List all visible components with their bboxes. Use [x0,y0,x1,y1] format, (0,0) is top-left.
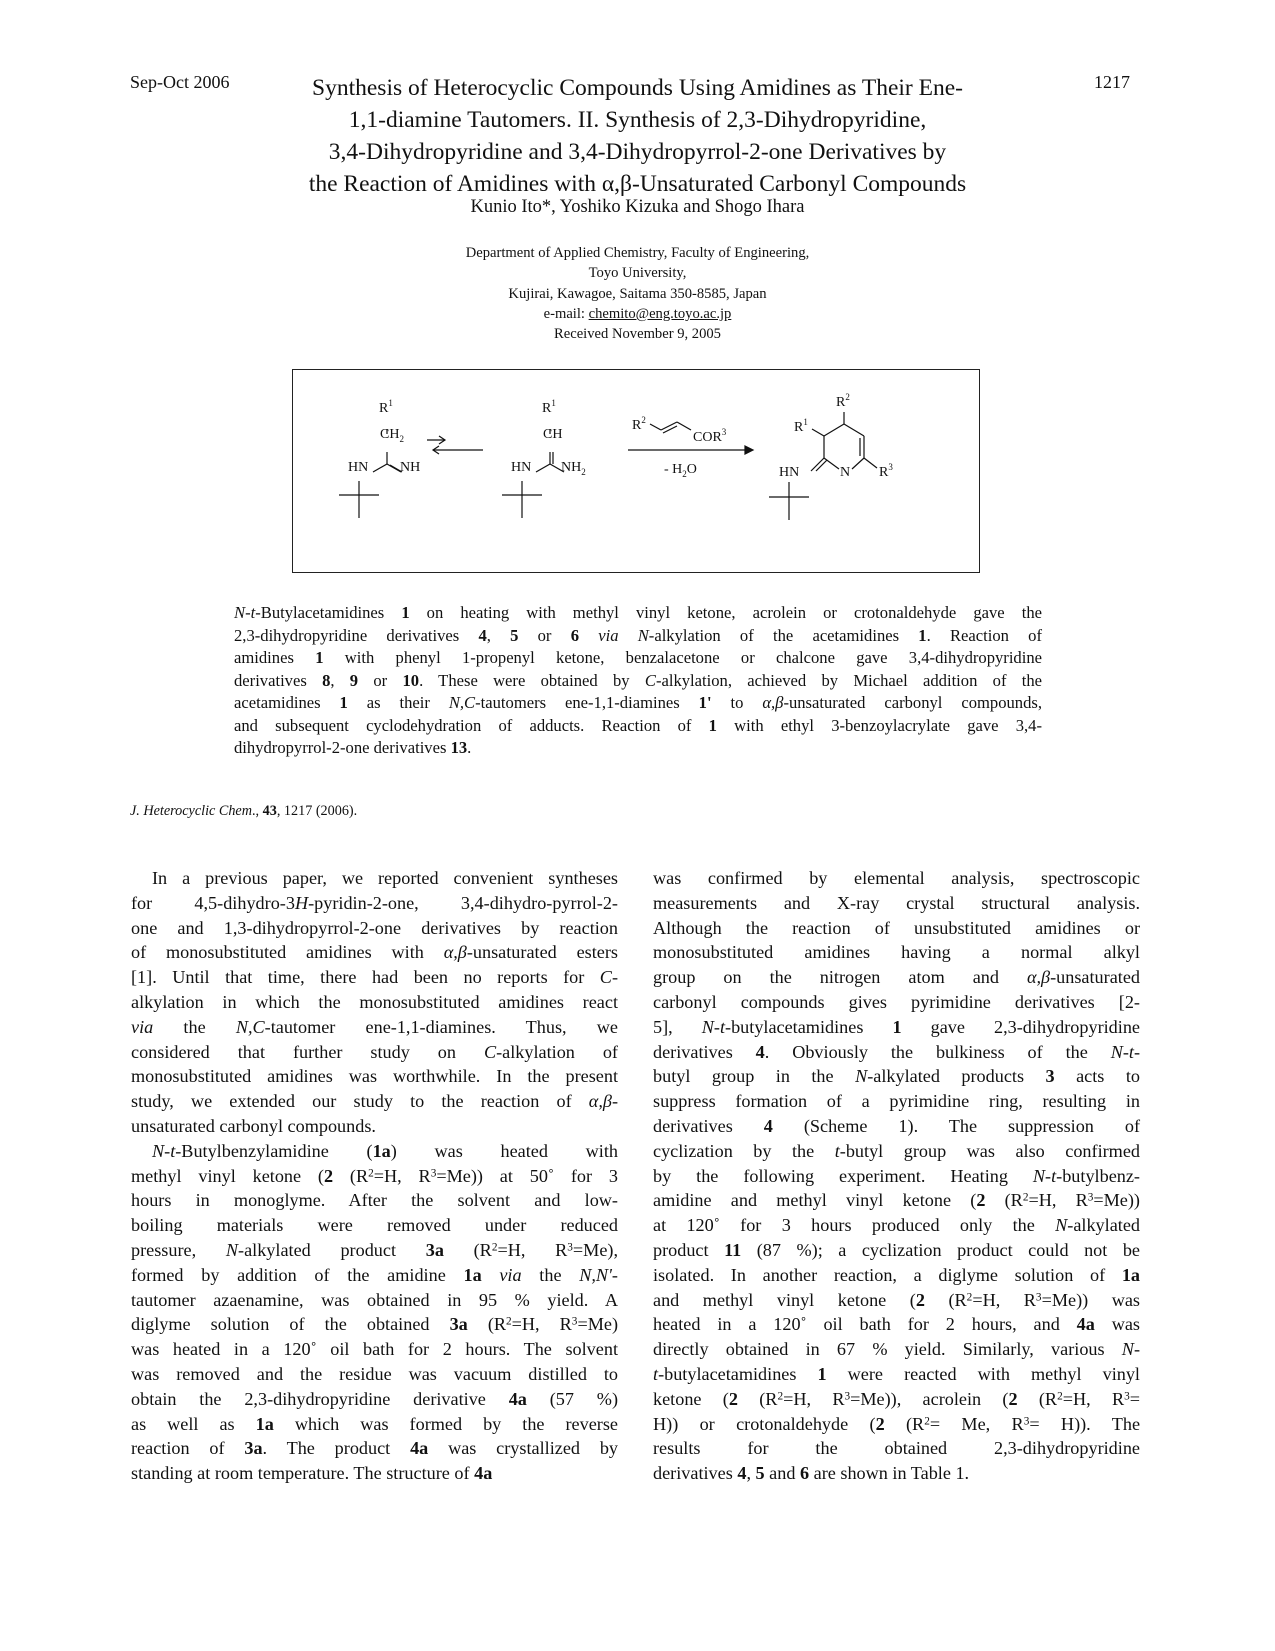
label-water-loss: - $H_2O$ [664,462,697,479]
body-text-line: monosubstituted amidines having a normal alkyl [653,942,1140,963]
affiliation-department: Department of Applied Chemistry, Faculty of Engineering, [465,245,810,261]
body-text-line: reaction of 3a. The product 4a was crystallized by [131,1438,619,1459]
email-label: e-mail: [543,305,589,322]
body-text-line: at 120˚ for 3 hours produced only the N-alkylated [653,1215,1140,1236]
body-text-line: heated in a 120˚ oil bath for 2 hours, and 4a was [653,1314,1140,1335]
body-text-line: tautomer azaenamine, was obtained in 95 % yield. A [131,1289,618,1310]
body-text-line: derivatives 4, 5 and 6 are shown in Table 1. [653,1463,970,1484]
affiliation-block [330,243,945,344]
reaction-scheme [292,369,980,573]
body-text-line: Although the reaction of unsubstituted amidines or [653,917,1140,938]
body-text-line: measurements and X-ray crystal structural analysis. [653,892,1140,913]
body-text-line: and methyl vinyl ketone (2 ($R^2=H$, $R^3=Me$)) was [653,1289,1140,1310]
body-text-line: by the following experiment. Heating N-t-butylbenz- [653,1165,1140,1186]
abstract-line: and subsequent cyclodehydration of adducts. Reaction of 1 with ethyl 3-benzoylacrylate gave 3,4- [234,715,1043,735]
title-line: 3,4-Dihydropyridine and 3,4-Dihydropyrrol-2-one Derivatives by [328,139,947,165]
paper-title [280,72,995,200]
label-nh2-middle: $NH_2$ [561,460,586,477]
body-text-line: product 11 (87 %); a cyclization product could not be [653,1239,1140,1260]
author-list: Kunio Ito*, Yoshiko Kizuka and Shogo Ihara [470,197,805,217]
body-text-line: considered that further study on C-alkylation of [131,1041,618,1062]
label-r2-product: $R^2$ [836,392,850,410]
abstract-line: dihydropyrrol-2-one derivatives 13. [234,738,472,757]
abstract-line: N-t-Butylacetamidines 1 on heating with methyl vinyl ketone, acrolein or crotonaldehyde gave the [234,603,1042,622]
body-text-line: group on the nitrogen atom and α,β-unsaturated [653,967,1140,988]
label-r1-product: $R^1$ [794,417,808,435]
body-text-line: isolated. In another reaction, a diglyme solution of 1a [653,1264,1140,1285]
abstract-line: 2,3-dihydropyridine derivatives 4, 5 or 6 via N-alkylation of the acetamidines 1. Reaction of [234,625,1042,645]
body-text-line: one and 1,3-dihydropyrrol-2-one derivatives by reaction [131,917,618,938]
body-text-line: hours in monoglyme. After the solvent and low- [131,1190,618,1211]
body-text-line: was heated in a 120˚ oil bath for 2 hours. The solvent [131,1339,618,1360]
label-ch-middle: CH [543,427,563,442]
body-text-line: standing at room temperature. The structure of 4a [131,1463,493,1484]
title-line: 1,1-diamine Tautomers. II. Synthesis of 2,3-Dihydropyridine, [348,107,927,133]
body-column-right [653,866,1140,1486]
title-line: the Reaction of Amidines with α,β-Unsaturated Carbonyl Compounds [308,171,967,197]
title-line: Synthesis of Heterocyclic Compounds Using Amidines as Their Ene- [312,75,963,101]
received-date: Received November 9, 2005 [554,326,721,343]
body-text-line: derivatives 4. Obviously the bulkiness of the N-t- [653,1041,1140,1062]
body-text-line: ketone (2 ($R^2=H$, $R^3=Me$)), acrolein (2 ($R^2=H$, $R^3=$ [653,1388,1140,1409]
body-text-line: [1]. Until that time, there had been no reports for C- [131,967,618,988]
body-text-line: carbonyl compounds gives pyrimidine derivatives [2- [653,991,1140,1012]
affiliation-university: Toyo University, [588,265,687,282]
label-r3-product: $R^3$ [879,462,893,480]
body-text-line: N-t-Butylbenzylamidine (1a) was heated with [152,1140,618,1161]
label-hn-left: HN [348,460,369,475]
body-text-line: amidine and methyl vinyl ketone (2 ($R^2=H$, $R^3=Me$)) [653,1190,1140,1211]
body-text-line: alkylation in which the monosubstituted amidines react [131,991,618,1012]
body-text-line: pressure, N-alkylated product 3a ($R^2=H$, $R^3=Me$), [131,1239,618,1260]
body-text-line: was removed and the residue was vacuum distilled to [131,1363,618,1384]
body-text-line: diglyme solution of the obtained 3a ($R^2=H$, $R^3=Me$) [131,1314,618,1335]
body-text-line: directly obtained in 67 % yield. Similarly, various N- [653,1339,1140,1360]
abstract-line: acetamidines 1 as their N,C-tautomers ene-1,1-diamines 1' to α,β-unsaturated carbonyl compounds, [234,693,1042,712]
abstract-line: amidines 1 with phenyl 1-propenyl ketone, benzalacetone or chalcone gave 3,4-dihydropyridine [234,648,1042,667]
label-r1-left: $R^1$ [379,398,393,416]
body-text-line: derivatives 4 (Scheme 1). The suppression of [653,1115,1140,1136]
body-text-line: of monosubstituted amidines with α,β-unsaturated esters [131,942,618,963]
running-header-date: Sep-Oct 2006 [130,72,230,92]
body-text-line: cyclization by the t-butyl group was also confirmed [653,1140,1140,1161]
label-hn-product: HN [779,465,800,480]
label-nh-left: NH [400,460,421,475]
body-text-line: for 4,5-dihydro-3H-pyridin-2-one, 3,4-dihydro-pyrrol-2- [131,892,618,913]
body-text-line: formed by addition of the amidine 1a via the N,N'- [131,1264,618,1285]
body-text-line: study, we extended our study to the reaction of α,β- [131,1091,618,1112]
email-link[interactable]: chemito@eng.toyo.ac.jp [588,305,732,322]
label-ch2-left: $CH_2$ [380,427,404,444]
body-text-line: results for the obtained 2,3-dihydropyridine [653,1438,1140,1459]
journal-citation: J. Heterocyclic Chem., 43, 1217 (2006). [130,803,358,819]
affiliation-email-line [330,304,945,324]
abstract-line: derivatives 8, 9 or 10. These were obtained by C-alkylation, achieved by Michael addition of the [234,670,1043,690]
label-r2-reagent: $R^2$ [632,415,646,433]
body-text-line: butyl group in the N-alkylated products 3 acts to [653,1066,1140,1087]
abstract [234,602,1042,760]
body-text-line: was confirmed by elemental analysis, spectroscopic [653,868,1140,888]
body-text-line: via the N,C-tautomer ene-1,1-diamines. Thus, we [131,1016,618,1037]
body-text-line: 5], N-t-butylacetamidines 1 gave 2,3-dihydropyridine [653,1016,1140,1037]
body-text-line: In a previous paper, we reported convenient syntheses [152,868,618,888]
body-text-line: unsaturated carbonyl compounds. [131,1115,376,1136]
body-text-line: H)) or crotonaldehyde (2 ($R^2= Me$, $R^3= H$)). The [653,1413,1141,1434]
body-text-line: methyl vinyl ketone (2 ($R^2=H$, $R^3=Me$)) at 50˚ for 3 [131,1165,619,1186]
label-cor3-reagent: COR$^3$ [693,427,727,445]
label-r1-middle: $R^1$ [542,398,556,416]
reaction-scheme-svg [293,370,981,574]
label-n-product: N [840,465,851,480]
body-text-line: suppress formation of a pyrimidine ring, resulting in [653,1091,1140,1112]
body-text-line: monosubstituted amidines was worthwhile. In the present [131,1066,618,1087]
label-hn-middle: HN [511,460,532,475]
body-text-line: t-butylacetamidines 1 were reacted with methyl vinyl [653,1363,1140,1384]
page-number: 1217 [1094,72,1130,92]
body-text-line: boiling materials were removed under reduced [131,1215,618,1236]
body-column-left [131,866,618,1486]
affiliation-address: Kujirai, Kawagoe, Saitama 350-8585, Japan [508,285,767,302]
body-text-line: obtain the 2,3-dihydropyridine derivative 4a (57 %) [131,1388,619,1409]
body-text-line: as well as 1a which was formed by the reverse [131,1413,618,1434]
